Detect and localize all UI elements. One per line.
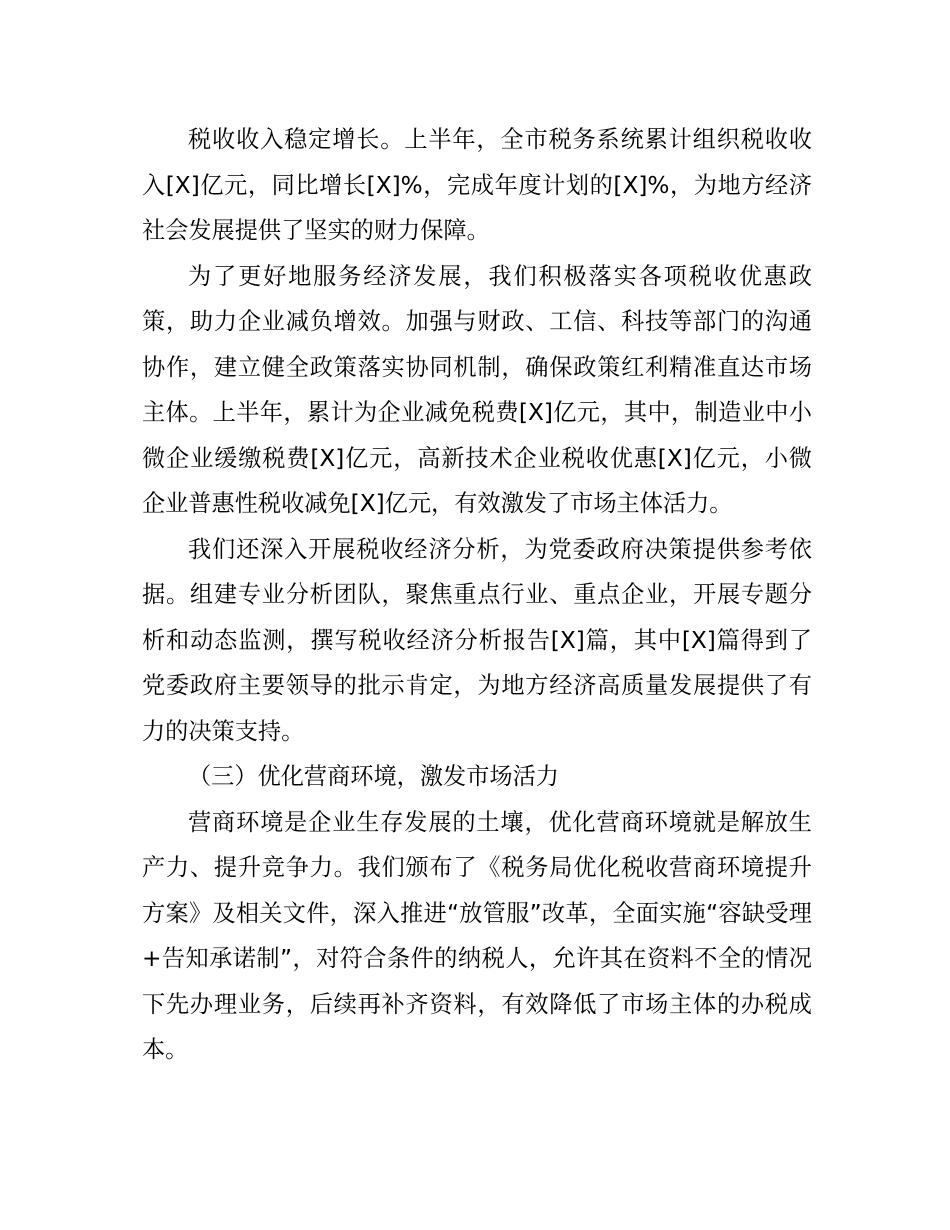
paragraph-business-environment: 营商环境是企业生存发展的土壤，优化营商环境就是解放生产力、提升竞争力。我们颁布了《税务局优化税收营商环境提升方案》及相关文件，深入推进“放管服”改革，全面实施“容缺受理+告知承诺制”，对符合条件的纳税人，允许其在资料不全的情况下先办理业务，后续再补齐资料，有效降低了市场主体的办税成本。 [142,808,812,1063]
document-body [142,117,812,1073]
paragraph-tax-incentive-policies: 为了更好地服务经济发展，我们积极落实各项税收优惠政策，助力企业减负增效。加强与财政、工信、科技等部门的沟通协作，建立健全政策落实协同机制，确保政策红利精准直达市场主体。上半年，累计为企业减免税费[X]亿元，其中，制造业中小微企业缓缴税费[X]亿元，高新技术企业税收优惠[X]亿元，小微企业普惠性税收减免[X]亿元，有效激发了市场主体活力。 [142,262,812,517]
paragraph-tax-economic-analysis: 我们还深入开展税收经济分析，为党委政府决策提供参考依据。组建专业分析团队，聚焦重点行业、重点企业，开展专题分析和动态监测，撰写税收经济分析报告[X]篇，其中[X]篇得到了党委政府主要领导的批示肯定，为地方经济高质量发展提供了有力的决策支持。 [142,535,812,745]
section-heading: （三）优化营商环境，激发市场活力 [188,763,559,790]
paragraph-tax-revenue-growth: 税收收入稳定增长。上半年，全市税务系统累计组织税收收入[X]亿元，同比增长[X]%，完成年度计划的[X]%，为地方经济社会发展提供了坚实的财力保障。 [142,126,812,244]
